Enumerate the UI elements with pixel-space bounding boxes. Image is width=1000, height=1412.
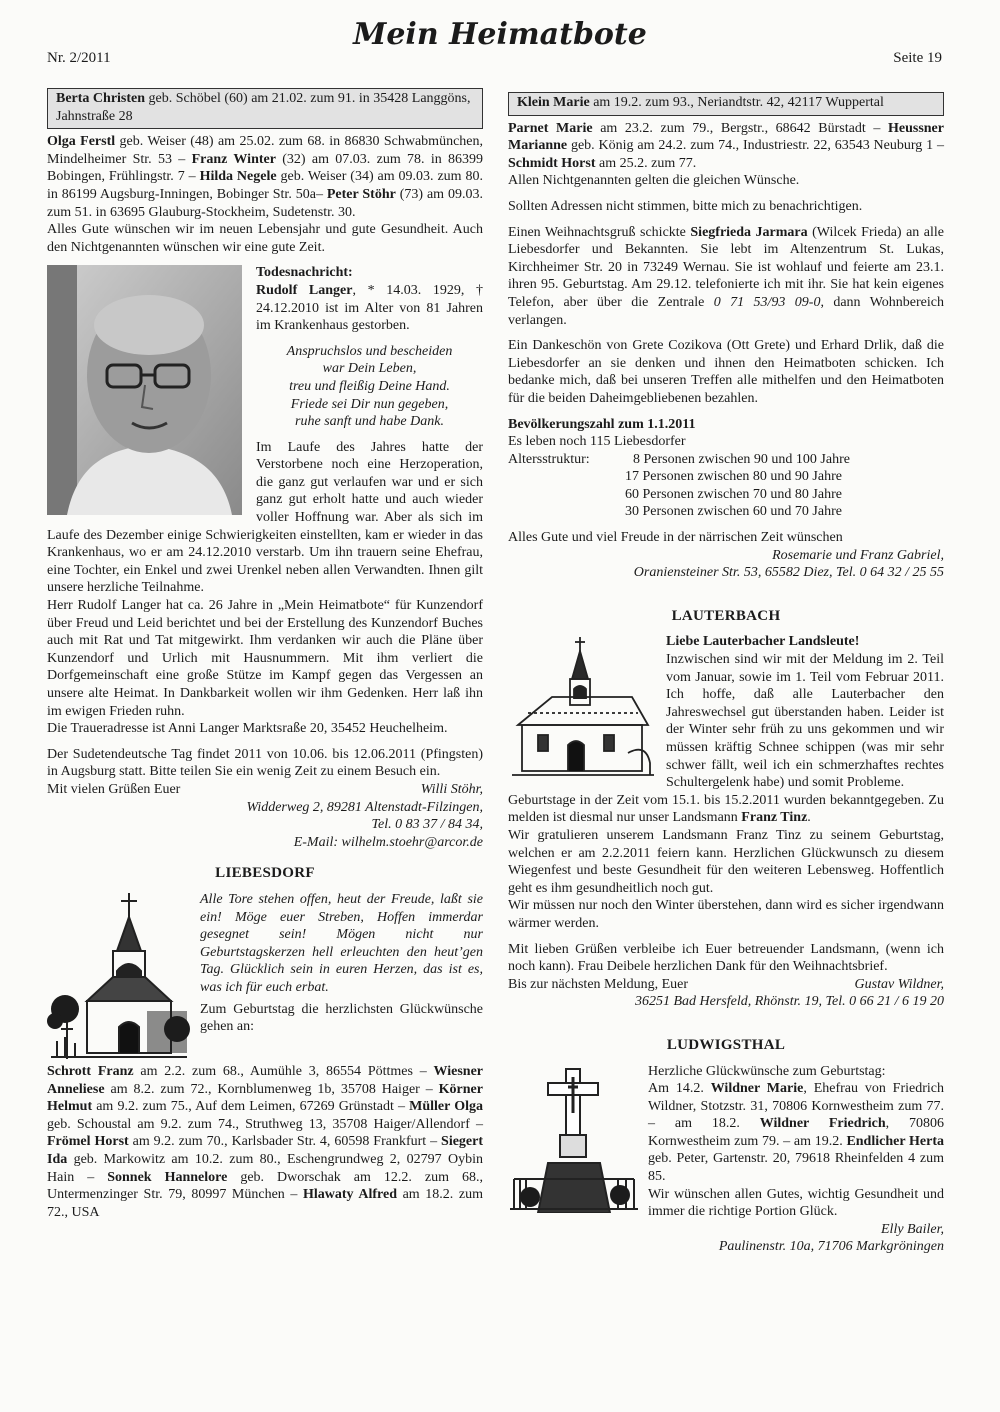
person-name: Berta Christen	[56, 91, 146, 106]
lauterbach-closing	[508, 976, 944, 994]
others-wishes: Allen Nichtgenannten gelten die gleichen Wünsche.	[508, 173, 800, 189]
birthday-poem: Alle Tore stehen offen, heut der Freude, laßt sie ein! Möge euer Streben, Hoffen immerdar gesegnet sein! Mögen nicht nur Geburtstagskerzen hell erleuchten den heut’gen Tag. Glücklich sein in euren Herzen, das ist es, was ich für euch erbat.	[200, 891, 483, 995]
entry-text: geb. Markowitz am 10.2. zum 80., Eschengrundweg 2, 02797 Oybin Hain –	[47, 1151, 483, 1185]
person-name: Körner Helmut	[47, 1081, 483, 1115]
lauterbach-birthdays	[508, 792, 944, 827]
sudeten-day-notice: Der Sudetendeutsche Tag findet 2011 von 10.06. bis 12.06.2011 (Pfingsten) in Augsburg statt. Bitte teilen Sie ein wenig Zeit zu einem Besuch ein.	[47, 746, 483, 780]
signature-address: Widderweg 2, 89281 Altenstadt-Filzingen,	[246, 799, 483, 815]
entry-text: geb. Weiser (48) am 25.02. zum 68. in 86830 Schwabmünchen, Mindelheimer Str. 53 –	[47, 134, 483, 167]
signature-block	[47, 781, 483, 851]
ludwigsthal-wishes: Wir wünschen allen Gutes, wichtig Gesundheit und immer die richtige Portion Glück.	[648, 1186, 944, 1220]
entry-text: .	[807, 810, 811, 826]
closing-text: Mit vielen Grüßen Euer	[47, 781, 181, 797]
obituary	[47, 264, 483, 737]
entry-text: , dann Wohnbereich verlangen.	[508, 294, 944, 328]
thanks-note: Ein Dankeschön von Grete Cozikova (Ott Grete) und Erhard Drlik, daß die Liebesdorfer an sie denken und ihnen den Heimatboten schicken. Ich bedanke mich, daß bei unseren Treffen alle mithelfen und den Heimatboten für die beiden Daheimgebliebenen bezahlen.	[508, 338, 944, 406]
person-name: Wiesner Anneliese	[47, 1063, 483, 1097]
person-name: Peter Stöhr	[326, 186, 396, 202]
lauterbach-paragraph: Wir gratulieren unserem Landsmann Franz Tinz zu seinem Geburtstag, welchen er am 2.2.2011 feiern kann. Herzlichen Glückwunsch zu diesem Wiegenfest und beste Gesundheit für den weiteren Lebensweg. Hoffentlich geht es ihm gesundheitlich noch gut.	[508, 827, 944, 896]
entry-text: (73) am 09.03. zum 51. in 63695 Glauburg-Stockheim, Sudetenstr. 30.	[47, 186, 483, 220]
christmas-greeting	[508, 224, 944, 330]
lauterbach-paragraph: Inzwischen sind wir mit der Meldung im 2. Teil vom Januar, sowie im 1. Teil vom Februar 2011. Ich hoffe, daß alle Lauterbacher den Jahreswechsel gut überstanden haben. Leider ist der Winter sehr früh zu uns gekommen und wir müssen kräftig Schnee schippen (was mir sehr schwer fällt, weil ich ein schmerzhaftes rechtes Schultergelenk habe) und somit Probleme.	[666, 652, 944, 791]
entry-text: geb. Schoustal am 9.2. zum 74., Struthweg 13, 35708 Haiger/Allendorf –	[47, 1116, 483, 1132]
entry-text: Geburtstage in der Zeit vom 15.1. bis 15.2.2011 wurden bekanntgegeben. Zu melden ist diesmal nur unser Landsmann	[508, 792, 944, 826]
person-name: Siegfrieda Jarmara	[690, 224, 808, 240]
person-name: Siegert Ida	[47, 1134, 484, 1167]
wayside-cross-drawing	[508, 1063, 640, 1213]
person-name: Schmidt Horst	[508, 155, 596, 171]
entry-text: am 9.2. zum 75., Auf dem Leimen, 67269 Grünstadt –	[92, 1099, 410, 1115]
lauterbach-greeting: Liebe Lauterbacher Landsleute!	[666, 634, 860, 650]
age-row: 17 Personen zwischen 80 und 90 Jahre	[625, 469, 842, 485]
age-row: 60 Personen zwischen 70 und 80 Jahre	[625, 486, 842, 502]
lauterbach-paragraph: Mit lieben Grüßen verbleibe ich Euer betreuender Landsmann, (wenn ich noch kann). Frau Deibele herzlichen Dank für den Weihnachtsbrief.	[508, 941, 944, 975]
entry-text: Einen Weihnachtsgruß schickte	[508, 224, 691, 240]
person-name: Franz Winter	[191, 151, 276, 167]
signature-address: Paulinenstr. 10a, 71706 Markgröningen	[718, 1239, 944, 1255]
entry-text: am 25.2. zum 77.	[595, 155, 697, 171]
box-text: geb. Schöbel (60) am 21.02. zum 91. in 35428 Langgöns, Jahnstraße 28	[56, 91, 471, 124]
signature-name: Elly Bailer,	[881, 1221, 944, 1237]
obituary-heading: Todesnachricht:	[256, 265, 353, 281]
carnival-address: Oraniensteiner Str. 53, 65582 Diez, Tel. 0 64 32 / 25 55	[633, 565, 944, 581]
entry-text: am 23.2. zum 79., Bergstr., 68642 Bürstadt –	[592, 120, 888, 136]
lauterbach-paragraph: Wir müssen nur noch den Winter überstehen, dann wird es sicher irgendwann wärmer werden.	[508, 898, 944, 931]
person-name: Schrott Franz	[47, 1063, 134, 1079]
carnival-wishes: Alles Gute und viel Freude in der närrischen Zeit wünschen	[508, 530, 843, 546]
population-count: Es leben noch 115 Liebesdorfer	[508, 434, 686, 450]
chapel-drawing	[47, 891, 192, 1061]
church-drawing	[508, 633, 658, 783]
poem-line: ruhe sanft und habe Dank.	[295, 414, 444, 430]
signature-name: Willi Stöhr,	[420, 781, 483, 797]
age-structure	[508, 451, 944, 521]
poem-line: war Dein Leben,	[322, 361, 417, 377]
obituary-paragraph: Herr Rudolf Langer hat ca. 26 Jahre in „Mein Heimatbote“ für Kunzendorf über Freud und Leid berichtet und bei der Erstellung des Kunzendorf Buches auch mit Rat und Tat mitgewirkt. Ihm verdanken wir auch die Pläne über Kunzendorf und Urlich mit Hausnummern. Mit ihm verliert die Dorfgemeinschaft eine große Stütze im Kampf gegen das Vergessen an unsere alte Heimat. In Dankbarkeit wollen wir ihm Gedenken. Herr laß ihn im ewigen Frieden ruhn.	[47, 598, 483, 719]
obituary-paragraph: Im Laufe des Jahres hatte der Verstorbene noch eine Herzoperation, die ganz gut verlaufen war und er sich ganz gut erholt hatte und auch wieder voller Hoffnung war. Aber als sich im Laufe des Dezember einige Schwierigkeiten einstellten, kam er wieder in das Krankenhaus, wo er am 24.12.2010 verstarb. Um ihn trauern seine Ehefrau, eine Tochter, ein Enkel und zwei Urenkel neben allen Verwandten. Ihnen gilt unsere herzliche Teilnahme.	[47, 439, 483, 596]
entry-text: (Wilcek Frieda) an alle Liebesdorfer und Bekannten. Sie lebt im Altenzentrum St. Lukas, Kirchheimer Str. 20 in 73249 Wernau. Sie ist wohlauf und feierte am 23.1. ihren 95. Geburtstag. Am 29.12. telefonierte ich mit ihr. Sie hat kein eigenes Telefon, aber über die Zentrale	[508, 224, 944, 310]
birthday-list	[47, 133, 483, 221]
entry-text: geb. Dworschak am 12.2. zum 68., Untermenzinger Str. 79, 80997 München –	[47, 1169, 483, 1203]
entry-text: , 70806 Kornwestheim zum 79. – am 19.2.	[648, 1116, 944, 1149]
liebesdorf-birthday-list	[47, 1063, 483, 1221]
person-name: Hilda Negele	[199, 169, 277, 185]
signature-email: E-Mail: wilhelm.stoehr@arcor.de	[293, 834, 483, 850]
entry-text: geb. Peter, Gartenstr. 20, 79618 Rheinfelden 4 zum 85.	[648, 1151, 944, 1185]
person-name: Müller Olga	[409, 1099, 483, 1115]
right-column	[508, 88, 944, 1256]
section-heading-liebesdorf: LIEBESDORF	[215, 865, 315, 882]
poem-line: Friede sei Dir nun gegeben,	[290, 396, 449, 412]
highlight-box-left	[47, 88, 483, 129]
obituary-paragraph: Die Traueradresse ist Anni Langer Marktsraße 20, 35452 Heuchelheim.	[47, 721, 448, 737]
portrait-photo	[47, 265, 242, 515]
section-heading-ludwigsthal: LUDWIGSTHAL	[666, 1036, 786, 1053]
age-row: 8 Personen zwischen 90 und 100 Jahre	[633, 451, 850, 467]
box-text: am 19.2. zum 93., Neriandtstr. 42, 42117 Wuppertal	[589, 95, 884, 110]
entry-text: (32) am 07.03. zum 78. in 86399 Bobingen, Frühlingstr. 7 –	[47, 151, 484, 185]
left-column	[47, 88, 483, 1221]
wishes-text: Alles Gute wünschen wir im neuen Lebensjahr und gute Gesundheit. Auch den Nichtgenannten wünschen wir eine gute Zeit.	[47, 222, 483, 255]
entry-text: am 9.2. zum 70., Karlsbader Str. 4, 60598 Frankfurt –	[128, 1134, 442, 1150]
closing-text: Bis zur nächsten Meldung, Euer	[508, 976, 689, 992]
age-row: 30 Personen zwischen 60 und 70 Jahre	[625, 504, 842, 520]
entry-text: am 2.2. zum 68., Aumühle 3, 86554 Pöttmes –	[133, 1063, 434, 1079]
ludwigsthal-intro: Herzliche Glückwünsche zum Geburtstag:	[648, 1063, 886, 1079]
entry-text: geb. Weiser (34) am 09.03. zum 80. in 86199 Augsburg-Inningen, Bobinger Str. 50a–	[47, 169, 483, 202]
poem-line: Anspruchslos und bescheiden	[286, 343, 453, 359]
entry-text: , Ehefrau von Friedrich Wildner, Stotzstr. 31, 70806 Kornwestheim zum 77. – am 18.2.	[648, 1081, 944, 1132]
person-name: Sonnek Hannelore	[107, 1169, 228, 1185]
signature-name: Gustav Wildner,	[854, 976, 944, 992]
obituary-dates: , * 14.03. 1929, † 24.12.2010 ist im Alter von 81 Jahren im Krankenhaus gestorben.	[256, 282, 483, 334]
population-heading: Bevölkerungszahl zum 1.1.2011	[508, 416, 696, 432]
person-name: Olga Ferstl	[47, 134, 116, 150]
person-name: Franz Tinz	[741, 810, 808, 826]
person-name: Wildner Marie	[710, 1081, 804, 1097]
person-name: Endlicher Herta	[846, 1133, 944, 1149]
person-name: Hlawaty Alfred	[302, 1187, 397, 1203]
person-name: Heussner Marianne	[508, 120, 944, 154]
section-heading-lauterbach: LAUTERBACH	[671, 607, 781, 624]
issue-number: Nr. 2/2011	[47, 50, 111, 66]
entry-text: geb. König am 24.2. zum 74., Industriestr. 22, 63543 Neuburg 1 –	[567, 138, 944, 154]
phone-number: 0 71 53/93 09-0	[713, 294, 821, 310]
entry-text: am 18.2. zum 72., USA	[47, 1187, 483, 1220]
birthday-intro: Zum Geburtstag die herzlichsten Glückwünsche gehen an:	[200, 1001, 483, 1035]
entry-text: Am 14.2.	[648, 1081, 711, 1097]
page-number: Seite 19	[893, 50, 942, 66]
carnival-signature: Rosemarie und Franz Gabriel,	[772, 547, 944, 563]
signature-address: 36251 Bad Hersfeld, Rhönstr. 19, Tel. 0 66 21 / 6 19 20	[634, 994, 944, 1010]
person-name: Wildner Friedrich	[759, 1116, 886, 1132]
signature-phone: Tel. 0 83 37 / 84 34,	[371, 817, 483, 833]
highlight-box-right	[508, 92, 944, 116]
newspaper-title: Mein Heimatbote	[353, 17, 647, 52]
birthday-list-right	[508, 120, 944, 173]
age-label: Altersstruktur:	[508, 451, 590, 467]
person-name: Frömel Horst	[47, 1134, 129, 1150]
person-name: Klein Marie	[517, 95, 590, 110]
poem-line: treu und fleißig Deine Hand.	[289, 378, 450, 394]
person-name: Parnet Marie	[508, 120, 593, 136]
address-note: Sollten Adressen nicht stimmen, bitte mich zu benachrichtigen.	[508, 198, 863, 214]
deceased-name: Rudolf Langer	[256, 282, 353, 298]
entry-text: am 8.2. zum 72., Kornblumenweg 1b, 35708 Haiger –	[104, 1081, 439, 1097]
